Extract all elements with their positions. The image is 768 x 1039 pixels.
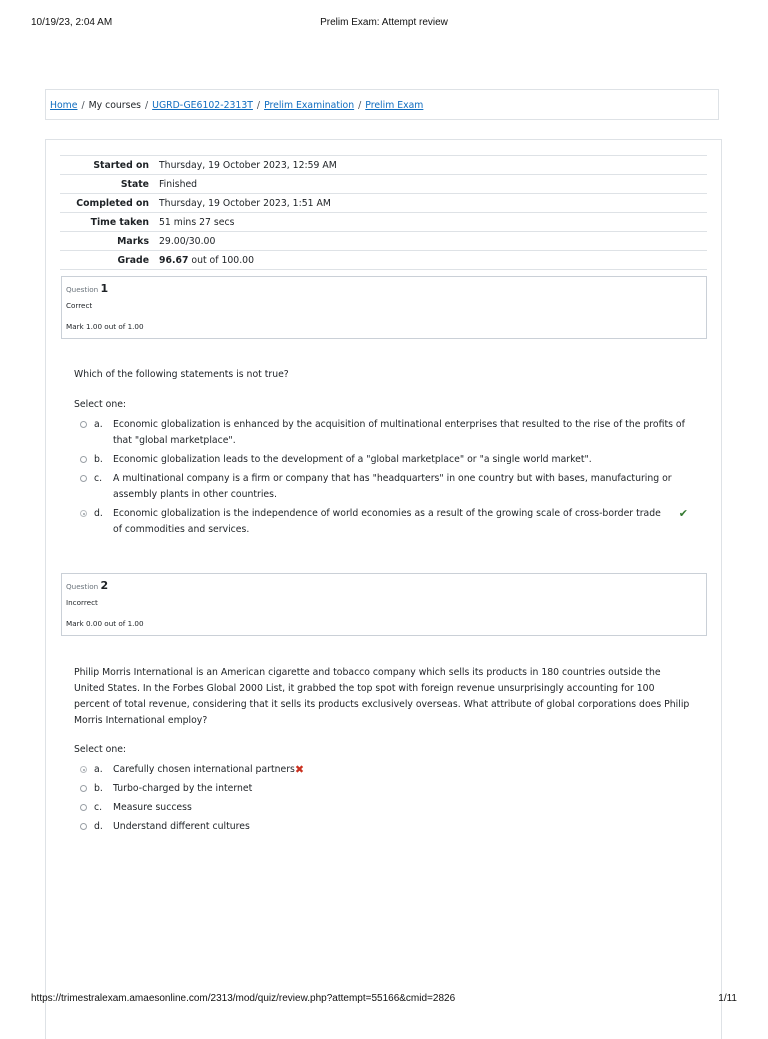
answer-text: Economic globalization leads to the development of a "global marketplace" or "a single world market". bbox=[113, 454, 592, 465]
select-one-label: Select one: bbox=[74, 744, 127, 755]
answer-list-2 bbox=[80, 762, 690, 838]
breadcrumb-my-courses: My courses bbox=[88, 100, 142, 111]
summary-value bbox=[159, 255, 254, 266]
answer-list-1 bbox=[80, 417, 690, 541]
answer-option[interactable] bbox=[80, 819, 690, 835]
breadcrumb-separator: / bbox=[81, 100, 85, 111]
answer-option[interactable] bbox=[80, 471, 690, 503]
grade-suffix: out of 100.00 bbox=[188, 254, 255, 266]
summary-value: 29.00/30.00 bbox=[159, 235, 216, 247]
answer-letter: c. bbox=[94, 473, 103, 484]
summary-row-started-on bbox=[60, 155, 707, 174]
radio-button[interactable] bbox=[80, 421, 87, 428]
breadcrumb-separator: / bbox=[358, 100, 362, 111]
breadcrumb bbox=[45, 89, 719, 120]
question-word: Question bbox=[66, 582, 99, 591]
summary-value: Thursday, 19 October 2023, 1:51 AM bbox=[159, 197, 331, 209]
answer-letter: d. bbox=[94, 821, 103, 832]
question-number-value: 1 bbox=[100, 282, 109, 295]
question-number bbox=[66, 282, 706, 296]
radio-button[interactable] bbox=[80, 475, 87, 482]
answer-letter: d. bbox=[94, 508, 103, 519]
answer-text: Economic globalization is enhanced by the acquisition of multinational enterprises that resulted to the rise of the profits of that "global marketplace". bbox=[113, 419, 685, 446]
summary-label: State bbox=[120, 178, 149, 190]
question-state: Incorrect bbox=[66, 598, 98, 607]
question-info-2 bbox=[61, 573, 707, 636]
summary-label: Time taken bbox=[90, 216, 149, 228]
answer-text: A multinational company is a firm or company that has "headquarters" in one country but with bases, manufacturing or assembly plants in other countries. bbox=[113, 473, 672, 500]
summary-label: Grade bbox=[117, 254, 149, 266]
print-datetime: 10/19/23, 2:04 AM bbox=[31, 17, 113, 28]
summary-value: 51 mins 27 secs bbox=[159, 216, 235, 228]
answer-option[interactable] bbox=[80, 452, 690, 468]
summary-value: Finished bbox=[159, 178, 198, 190]
breadcrumb-section-link[interactable]: Prelim Examination bbox=[264, 100, 355, 111]
summary-row-grade bbox=[60, 250, 707, 270]
answer-option[interactable] bbox=[80, 781, 690, 797]
answer-option[interactable] bbox=[80, 762, 690, 778]
select-one-label: Select one: bbox=[74, 399, 127, 410]
print-header bbox=[31, 17, 737, 33]
print-page-number: 1/11 bbox=[718, 993, 737, 1004]
answer-option[interactable] bbox=[80, 417, 690, 449]
breadcrumb-course-link[interactable]: UGRD-GE6102-2313T bbox=[152, 100, 253, 111]
answer-text: Measure success bbox=[113, 802, 192, 813]
answer-option[interactable] bbox=[80, 800, 690, 816]
radio-button-selected[interactable] bbox=[80, 766, 87, 773]
summary-row-time-taken bbox=[60, 212, 707, 231]
question-text-1: Which of the following statements is not true? bbox=[74, 369, 289, 380]
answer-text: Carefully chosen international partners bbox=[113, 764, 295, 775]
summary-row-state bbox=[60, 174, 707, 193]
breadcrumb-quiz-link[interactable]: Prelim Exam bbox=[365, 100, 424, 111]
grade-value: 96.67 bbox=[159, 254, 189, 266]
breadcrumb-separator: / bbox=[256, 100, 261, 111]
answer-letter: a. bbox=[94, 419, 103, 430]
answer-text: Understand different cultures bbox=[113, 821, 250, 832]
answer-text: Economic globalization is the independence of world economies as a result of the growing scale of cross-border trade of commodities and services. bbox=[113, 508, 661, 535]
print-url: https://trimestralexam.amaesonline.com/2313/mod/quiz/review.php?attempt=55166&cmid=2826 bbox=[31, 993, 456, 1004]
summary-label: Marks bbox=[117, 235, 149, 247]
answer-letter: c. bbox=[94, 802, 103, 813]
summary-row-completed-on bbox=[60, 193, 707, 212]
question-number-value: 2 bbox=[100, 579, 109, 592]
question-word: Question bbox=[66, 285, 99, 294]
radio-button-selected[interactable] bbox=[80, 510, 87, 517]
question-mark: Mark 0.00 out of 1.00 bbox=[66, 619, 144, 628]
answer-text: Turbo-charged by the internet bbox=[113, 783, 253, 794]
answer-letter: b. bbox=[94, 783, 103, 794]
question-text-2: Philip Morris International is an American cigarette and tobacco company which sells its products in 180 countries outside the United States. In the Forbes Global 2000 List, it grabbed the top spot with foreign revenue unsurprisingly accounting for 100 percent of total revenue, considering that it sells its products exclusively overseas. What attribute of global corporations does Philip Morris International employ? bbox=[74, 667, 690, 726]
radio-button[interactable] bbox=[80, 456, 87, 463]
answer-letter: a. bbox=[94, 764, 103, 775]
radio-button[interactable] bbox=[80, 785, 87, 792]
summary-row-marks bbox=[60, 231, 707, 250]
check-icon: ✔ bbox=[678, 507, 688, 520]
attempt-summary-table bbox=[60, 155, 707, 270]
question-state: Correct bbox=[66, 301, 93, 310]
question-number bbox=[66, 579, 706, 593]
summary-label: Completed on bbox=[76, 197, 149, 209]
summary-value: Thursday, 19 October 2023, 12:59 AM bbox=[159, 159, 337, 171]
question-info-1 bbox=[61, 276, 707, 339]
print-footer bbox=[31, 993, 737, 1009]
breadcrumb-separator: / bbox=[145, 100, 149, 111]
radio-button[interactable] bbox=[80, 804, 87, 811]
cross-icon: ✖ bbox=[294, 763, 305, 776]
radio-button[interactable] bbox=[80, 823, 87, 830]
answer-letter: b. bbox=[94, 454, 103, 465]
answer-option[interactable] bbox=[80, 506, 690, 538]
print-title: Prelim Exam: Attempt review bbox=[320, 17, 448, 28]
question-mark: Mark 1.00 out of 1.00 bbox=[66, 322, 144, 331]
summary-label: Started on bbox=[93, 159, 149, 171]
breadcrumb-home-link[interactable]: Home bbox=[50, 100, 78, 111]
